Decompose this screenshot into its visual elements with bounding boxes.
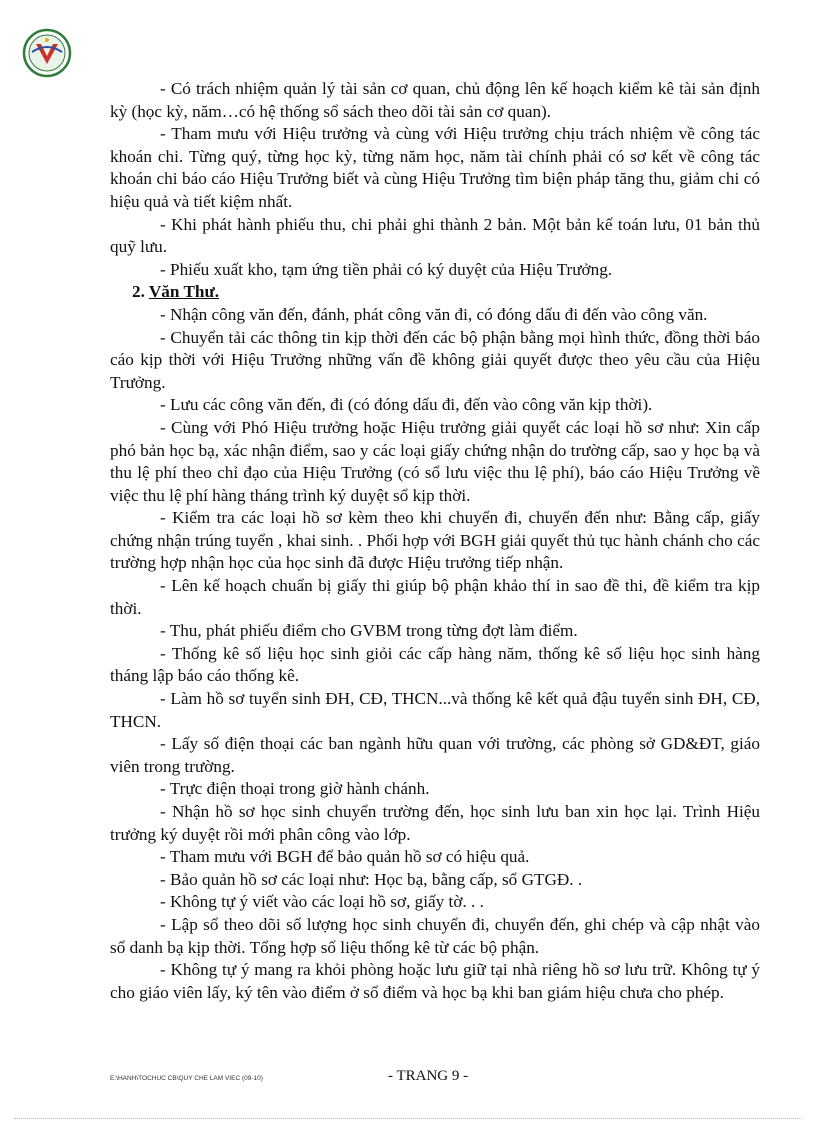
paragraph: - Lập sổ theo dõi số lượng học sinh chuyển đi, chuyển đến, ghi chép và cập nhật vào sổ danh bạ kịp thời. Tổng hợp số liệu thống kê từ các bộ phận.: [110, 914, 760, 957]
section-heading: [132, 281, 760, 304]
paragraph: - Bảo quản hồ sơ các loại như: Học bạ, bằng cấp, sổ GTGĐ. .: [160, 869, 583, 889]
paragraph: - Làm hồ sơ tuyển sinh ĐH, CĐ, THCN...và thống kê kết quả đậu tuyển sinh ĐH, CĐ, THCN.: [110, 689, 760, 731]
paragraph: - Cùng với Phó Hiệu trưởng hoặc Hiệu trưởng giải quyết các loại hồ sơ như: Xin cấp phó bản học bạ, xác nhận điểm, sao y các loại giấy chứng nhận do trường cấp, sao y học bạ và thu lệ phí theo chỉ đạo của Hiệu Trưởng (có sổ lưu việc thu lệ phí), báo cáo Hiệu Trưởng về việc thu lệ phí hàng tháng trình ký duyệt sổ kịp thời.: [110, 417, 760, 505]
section-title: Văn Thư.: [148, 282, 220, 302]
paragraph: - Thu, phát phiếu điểm cho GVBM trong từng đợt làm điểm.: [160, 621, 578, 641]
paragraph: - Kiểm tra các loại hồ sơ kèm theo khi chuyển đi, chuyển đến như: Bằng cấp, giấy chứng nhận trúng tuyển , khai sinh. . Phối hợp với BGH giải quyết thủ tục hành chánh cho các trường hợp nhận học của học sinh đã được Hiệu trưởng tiếp nhận.: [110, 508, 760, 573]
page-number: - TRANG 9 -: [388, 1068, 469, 1084]
paragraph: - Tham mưu với BGH để bảo quản hồ sơ có hiệu quả.: [160, 847, 530, 867]
paragraph: - Phiếu xuất kho, tạm ứng tiền phải có ký duyệt của Hiệu Trưởng.: [160, 259, 613, 279]
school-emblem-icon: [22, 28, 72, 78]
paragraph: - Thống kê số liệu học sinh giỏi các cấp hàng năm, thống kê số liệu học sinh hàng tháng lập báo cáo thống kê.: [110, 643, 760, 686]
paragraph: - Chuyển tải các thông tin kịp thời đến các bộ phận bằng mọi hình thức, đồng thời báo cáo kịp thời với Hiệu Trưởng những vấn đề không giải quyết được theo yêu cầu của Hiệu Trưởng.: [110, 327, 760, 392]
paragraph: - Không tự ý mang ra khỏi phòng hoặc lưu giữ tại nhà riêng hồ sơ lưu trữ. Không tự ý cho giáo viên lấy, ký tên vào điểm ở sổ điểm và học bạ khi ban giám hiệu chưa cho phép.: [110, 960, 760, 1002]
paragraph: - Nhận công văn đến, đánh, phát công văn đi, có đóng dấu đi đến vào công văn.: [160, 304, 708, 324]
bottom-divider: [14, 1118, 802, 1119]
paragraph: - Lưu các công văn đến, đi (có đóng dấu đi, đến vào công văn kịp thời).: [160, 395, 653, 415]
footer-file-path: E:\HANH\TOCHUC CB\QUY CHE LAM VIEC (09-10): [110, 1075, 263, 1082]
paragraph: - Không tự ý viết vào các loại hồ sơ, giấy tờ. . .: [160, 892, 484, 912]
paragraph: - Khi phát hành phiếu thu, chi phải ghi thành 2 bản. Một bản kế toán lưu, 01 bản thủ quỹ lưu.: [110, 214, 760, 257]
paragraph: - Có trách nhiệm quản lý tài sản cơ quan, chủ động lên kế hoạch kiểm kê tài sản định kỳ (học kỳ, năm…có hệ thống sổ sách theo dõi tài sản cơ quan).: [110, 79, 760, 121]
paragraph: - Lấy số điện thoại các ban ngành hữu quan với trường, các phòng sở GD&ĐT, giáo viên trong trường.: [110, 734, 760, 776]
paragraph: - Lên kế hoạch chuẩn bị giấy thi giúp bộ phận khảo thí in sao đề thi, đề kiểm tra kịp thời.: [110, 576, 760, 618]
paragraph: - Trực điện thoại trong giờ hành chánh.: [160, 779, 430, 799]
paragraph: - Nhận hồ sơ học sinh chuyển trường đến, học sinh lưu ban xin học lại. Trình Hiệu trưởng ký duyệt rồi mới phân công vào lớp.: [110, 802, 760, 844]
section-number: 2.: [132, 282, 149, 302]
paragraph: - Tham mưu với Hiệu trưởng và cùng với Hiệu trưởng chịu trách nhiệm về công tác khoán chi. Từng quý, từng học kỳ, từng năm học, năm tài chính phải có sơ kết về công tác khoán chi báo cáo Hiệu Trưởng biết và cùng Hiệu Trưởng tìm biện pháp tăng thu, giảm chi có hiệu quả và tiết kiệm nhất.: [110, 124, 760, 211]
document-body: [110, 78, 760, 1004]
